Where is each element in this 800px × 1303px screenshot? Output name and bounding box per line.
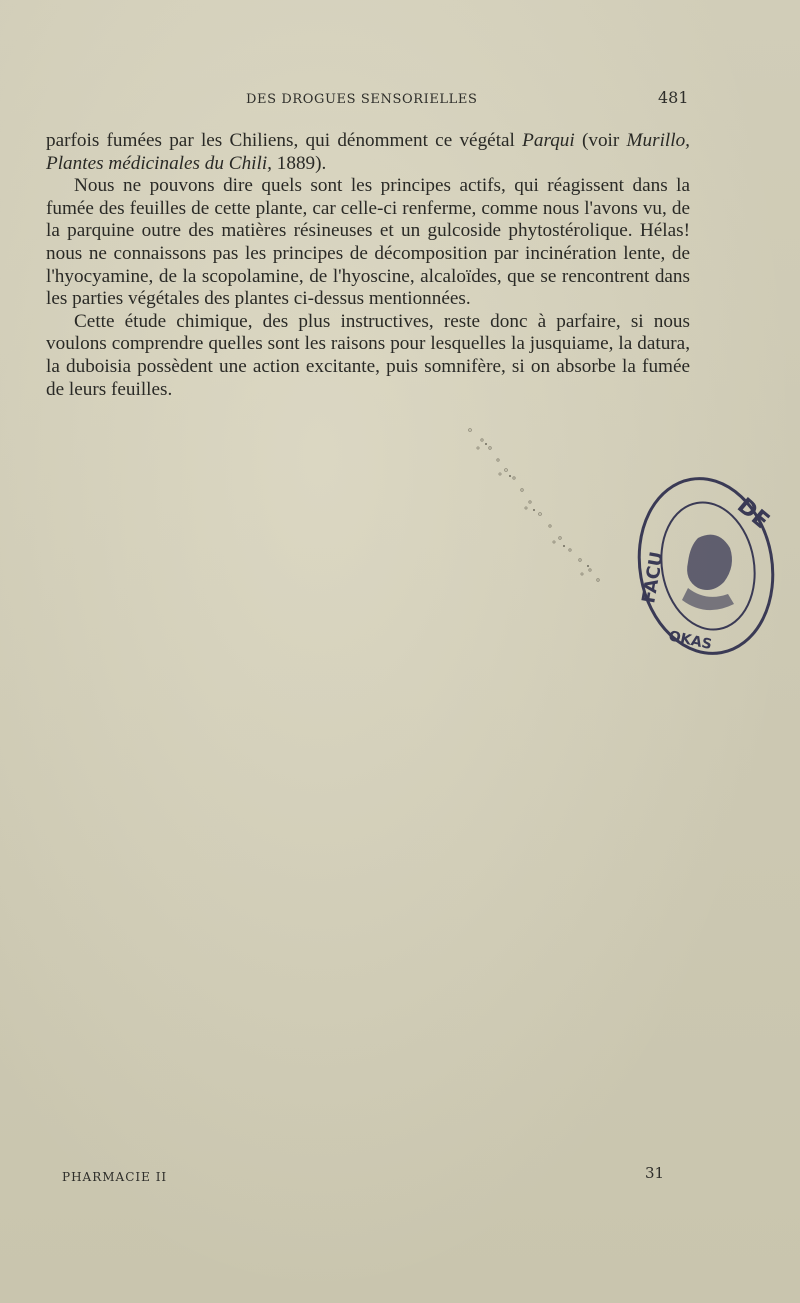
paragraph-1-end: 1889).: [271, 152, 327, 174]
stamp-text-top: DE: [732, 493, 774, 534]
folio-number: 31: [645, 1164, 665, 1182]
bleed-through-dots: [430, 418, 640, 598]
paragraph-2: Nous ne pouvons dire quels sont les principes actifs, qui réagissent dans la fumée des feuilles de cette plante, car celle-ci renferme, comme nous l'avons vu, de la parquine outre des matières résineuses et un gulcoside phytostérolique. Hélas! nous ne connaissons pas les principes de décomposition par incinération lente, de l'hyocyamine, de la scopolamine, de l'hyoscine, alcaloïdes, que se rencontrent dans les parties végétales des plantes ci-dessus mentionnées.: [46, 175, 690, 310]
stamp-text-bottom: OKAS: [667, 628, 714, 653]
paragraph-1: [46, 130, 690, 175]
paragraph-3: Cette étude chimique, des plus instructives, reste donc à parfaire, si nous voulons comprendre quelles sont les raisons pour lesquelles la jusquiame, la datura, la duboisia possèdent une action excitante, puis somnifère, si on absorbe la fumée de leurs feuilles.: [46, 310, 690, 400]
stamp-text-left: FACU: [638, 550, 668, 605]
page-footer: [0, 1160, 800, 1190]
running-title: DES DROGUES SENSORIELLES: [246, 92, 478, 107]
reference-title: Murillo, Plantes médicinales du Chili,: [46, 130, 690, 174]
library-stamp: [628, 468, 778, 664]
paragraph-1-start: parfois fumées par les Chiliens, qui dénomment ce végétal: [46, 130, 523, 151]
signature-mark: PHARMACIE II: [62, 1170, 168, 1184]
plant-name-parqui: Parqui: [522, 130, 575, 151]
page-header: [0, 88, 800, 112]
page-number: 481: [658, 88, 689, 107]
body-text: [46, 130, 690, 401]
paragraph-1-mid: (voir: [574, 130, 627, 151]
